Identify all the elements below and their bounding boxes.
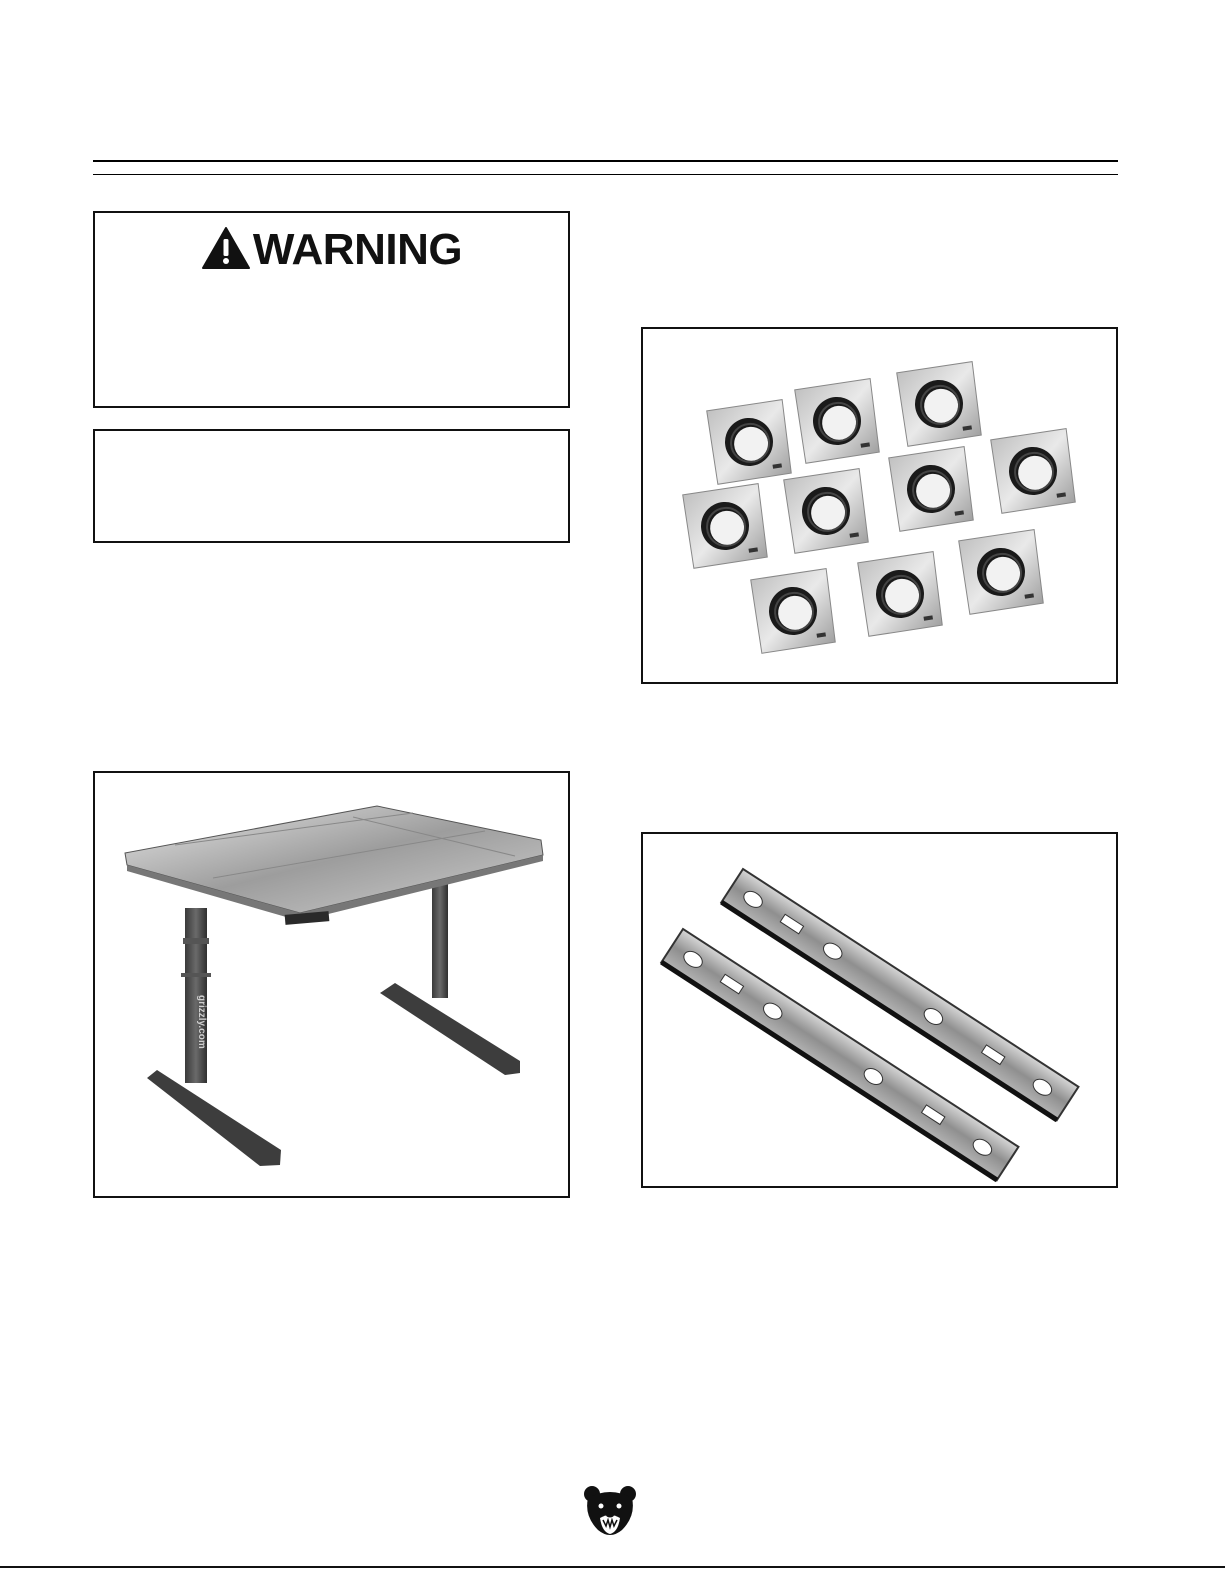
standing-desk-image xyxy=(95,773,568,1196)
warning-title: WARNING xyxy=(252,225,463,274)
header-rule-top xyxy=(93,160,1118,162)
carbide-inserts-image xyxy=(643,329,1116,682)
figure-carbide-inserts xyxy=(641,327,1118,684)
warning-box xyxy=(93,211,570,408)
figure-planer-knives xyxy=(641,832,1118,1188)
svg-text:grizzly.com: grizzly.com xyxy=(196,995,207,1049)
header-rule-bottom xyxy=(93,174,1118,175)
footer-rule xyxy=(0,1566,1225,1568)
warning-triangle-icon xyxy=(201,226,251,270)
notice-box xyxy=(93,429,570,543)
figure-standing-desk xyxy=(93,771,570,1198)
warning-header xyxy=(95,225,568,275)
grizzly-bear-logo xyxy=(582,1484,638,1540)
planer-knives-image xyxy=(643,834,1116,1186)
